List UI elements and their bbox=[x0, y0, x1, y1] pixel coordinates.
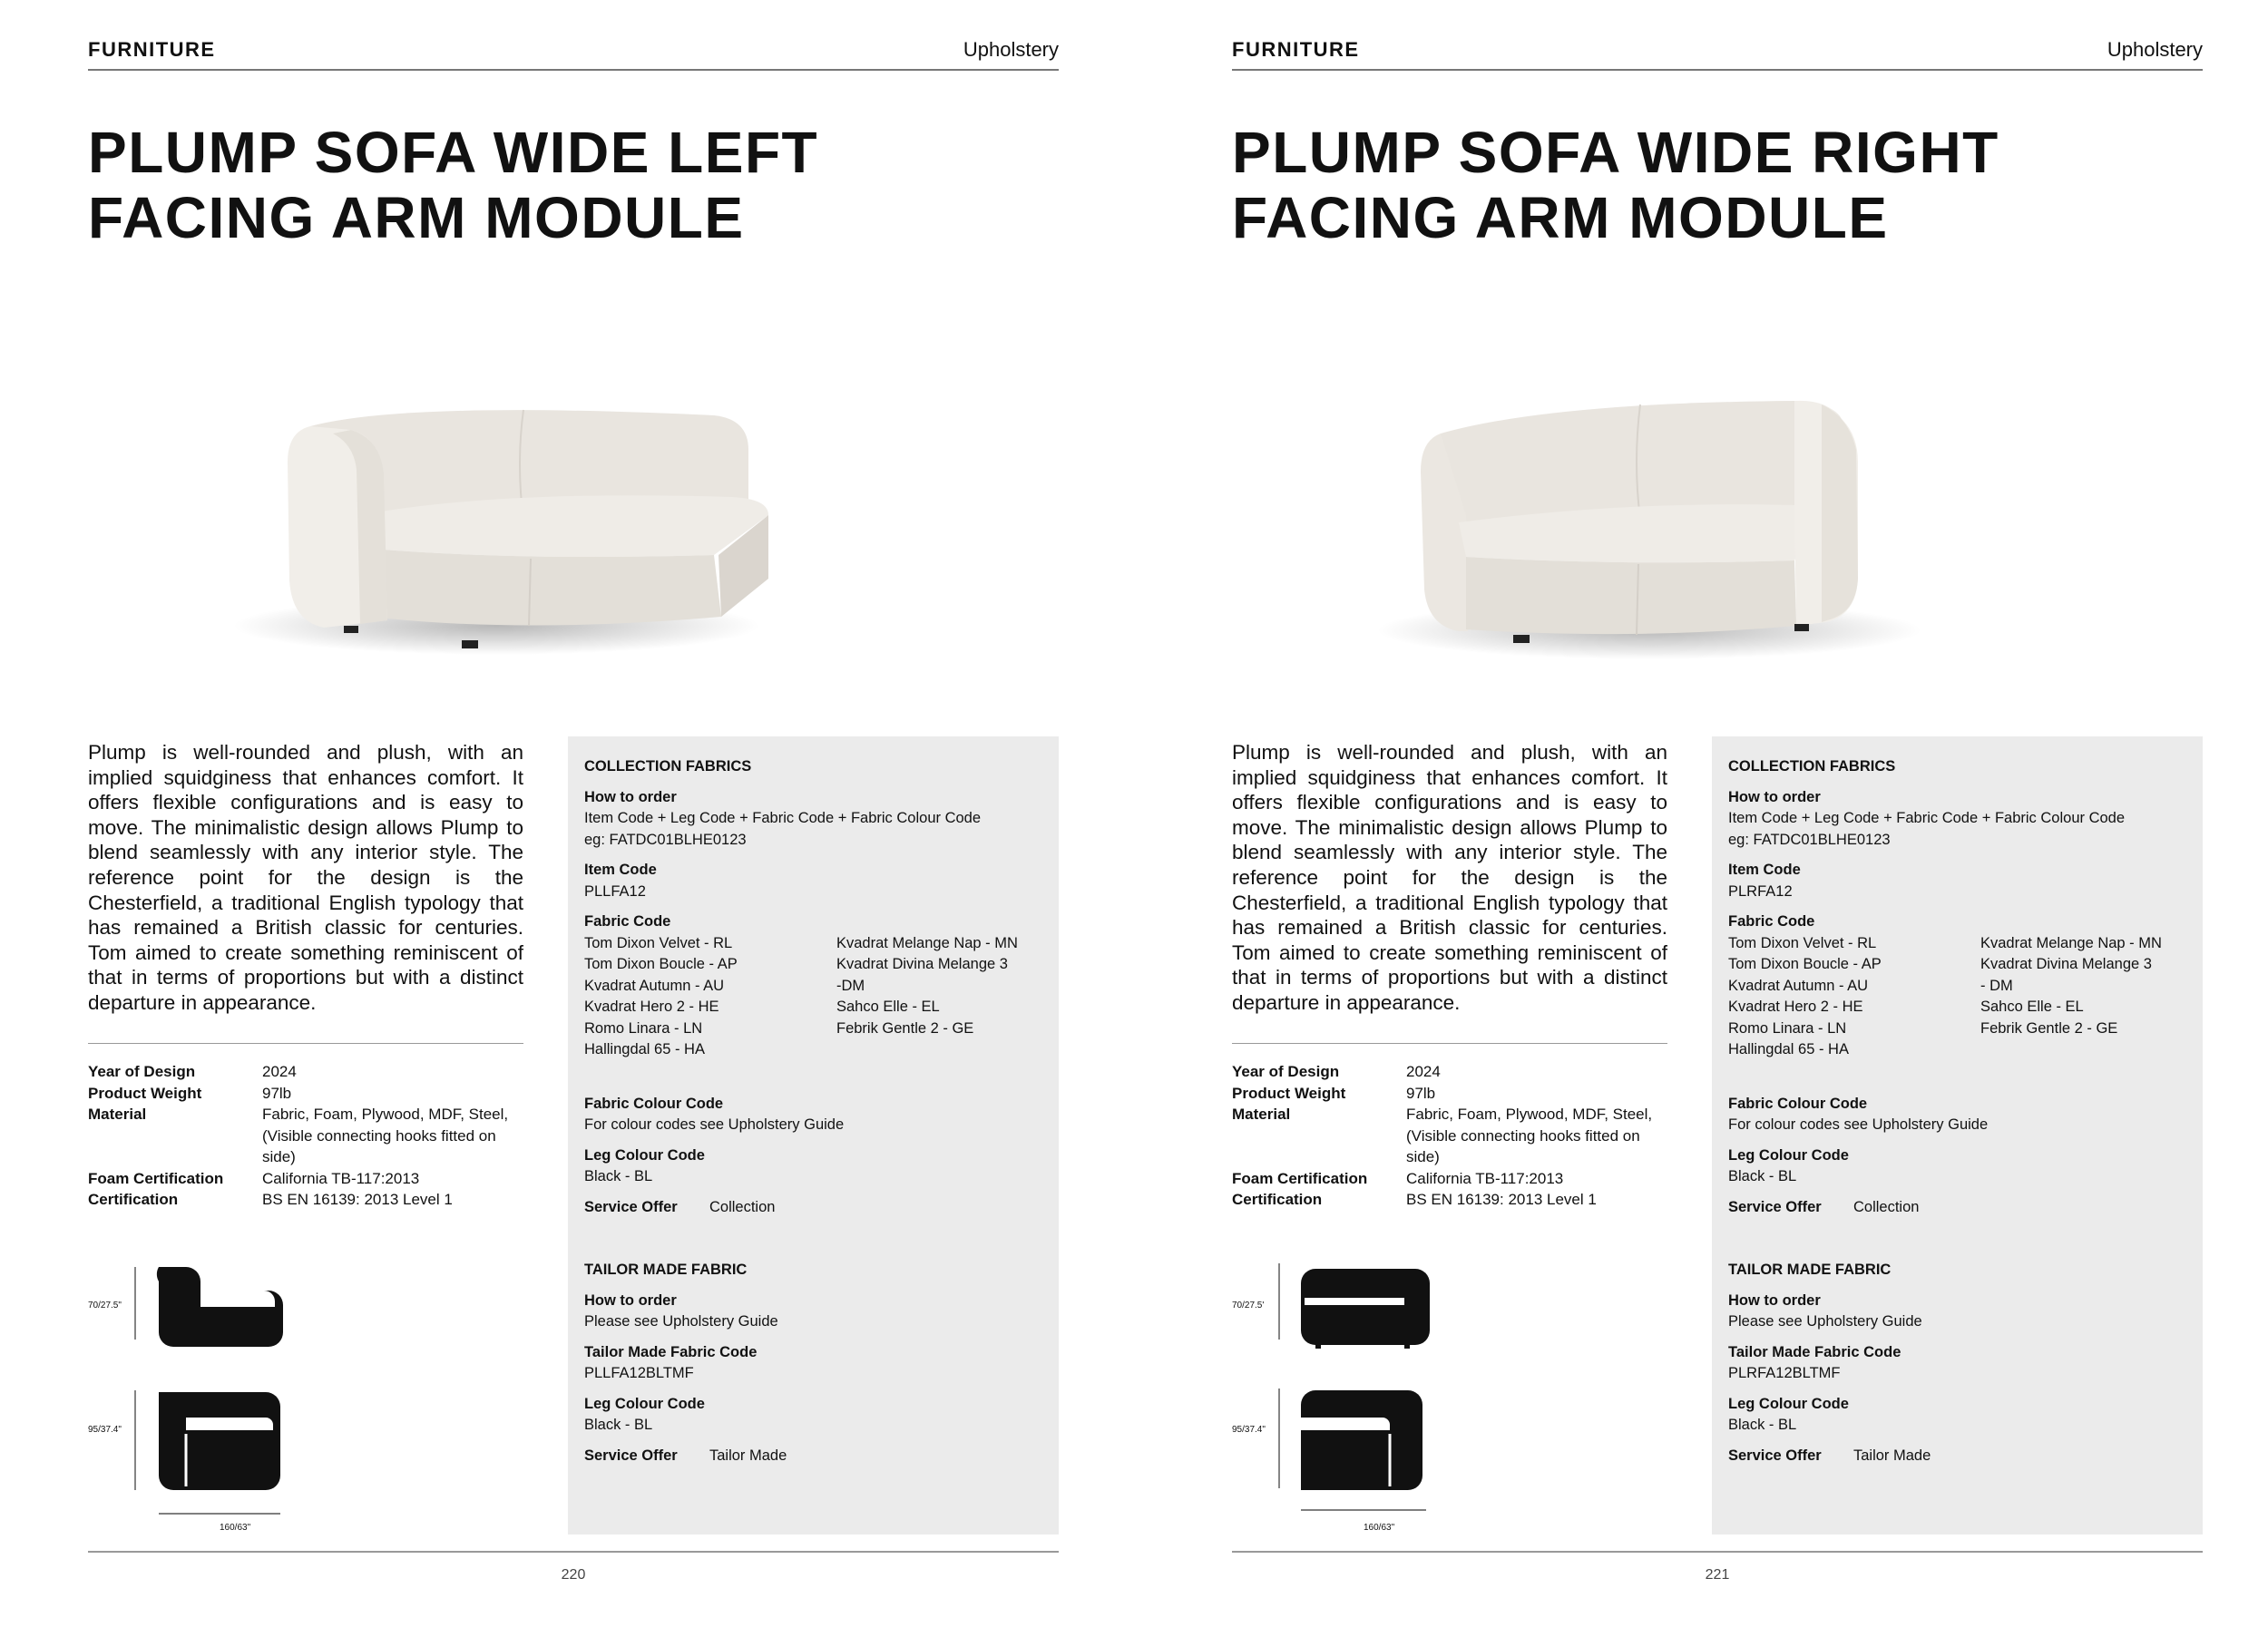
spec-value: 97lb bbox=[1406, 1084, 1436, 1102]
tailor-code-label: Tailor Made Fabric Code bbox=[584, 1343, 758, 1360]
page-footer-rule bbox=[88, 1551, 1059, 1553]
fabric-item: Kvadrat Divina Melange 3 bbox=[1980, 956, 2152, 972]
fabric-item: Febrik Gentle 2 - GE bbox=[1980, 1019, 2118, 1037]
spec-label: Product Weight bbox=[1232, 1084, 1346, 1102]
leg-colour-label: Leg Colour Code bbox=[584, 1395, 705, 1412]
spec-value: BS EN 16139: 2013 Level 1 bbox=[262, 1191, 453, 1208]
spec-row bbox=[88, 1083, 523, 1105]
spec-label: Foam Certification bbox=[1232, 1169, 1368, 1187]
service-offer-label: Service Offer bbox=[1728, 1447, 1822, 1464]
spec-value: 97lb bbox=[262, 1084, 292, 1102]
product-image bbox=[224, 363, 787, 707]
fabric-item: Romo Linara - LN bbox=[1728, 1019, 1847, 1037]
spec-row bbox=[1232, 1189, 1667, 1211]
order-example: eg: FATDC01BLHE0123 bbox=[1728, 831, 1891, 848]
product-image bbox=[1368, 363, 1931, 707]
depth-dimension: 95/37.4" bbox=[1232, 1425, 1266, 1435]
fabric-item: Kvadrat Autumn - AU bbox=[584, 977, 725, 994]
spec-row bbox=[1232, 1083, 1667, 1105]
tailor-heading: TAILOR MADE FABRIC bbox=[1728, 1262, 1892, 1278]
product-description: Plump is well-rounded and plush, with an implied squidginess that enhances comfort. It offers flexible configurations and is easy to move. The minimalistic design allows Plump to blend seamlessly with any interior style. The reference point for the design is the Chesterfield, a traditional English typology that has remained a British classic for centuries. Tom aimed to create something reminiscent of that in terms of proportions but with a distinct departure in appearance. bbox=[88, 741, 523, 1014]
width-dimension: 160/63" bbox=[1364, 1523, 1395, 1533]
leg-colour-value: Black - BL bbox=[1728, 1168, 1797, 1184]
fabric-item: Kvadrat Melange Nap - MN bbox=[1980, 934, 2162, 951]
page-footer-rule bbox=[1232, 1551, 2203, 1553]
fabric-item: Kvadrat Hero 2 - HE bbox=[1728, 999, 1863, 1015]
order-example: eg: FATDC01BLHE0123 bbox=[584, 831, 747, 848]
spec-label: Material bbox=[1232, 1106, 1291, 1123]
item-code-label: Item Code bbox=[1728, 862, 1801, 878]
fabric-options-panel bbox=[1712, 736, 2203, 1535]
spec-row bbox=[1232, 1061, 1667, 1083]
page-header bbox=[88, 34, 1059, 71]
fabric-item: Tom Dixon Velvet - RL bbox=[1728, 934, 1877, 951]
product-description: Plump is well-rounded and plush, with an implied squidginess that enhances comfort. It offers flexible configurations and is easy to move. The minimalistic design allows Plump to blend seamlessly with any interior style. The reference point for the design is the Chesterfield, a traditional English typology that has remained a British classic for centuries. Tom aimed to create something reminiscent of that in terms of proportions but with a distinct departure in appearance. bbox=[1232, 741, 1667, 1014]
service-offer-label: Service Offer bbox=[1728, 1198, 1822, 1215]
leg-colour-label: Leg Colour Code bbox=[1728, 1395, 1849, 1412]
spec-label: Foam Certification bbox=[88, 1169, 224, 1187]
height-dimension: 70/27.5" bbox=[88, 1301, 122, 1311]
product-title: PLUMP SOFA WIDE RIGHT FACING ARM MODULE bbox=[1232, 120, 1999, 250]
spec-value: 2024 bbox=[1406, 1063, 1441, 1080]
collection-heading: COLLECTION FABRICS bbox=[584, 758, 752, 775]
item-code: PLRFA12 bbox=[1728, 882, 1793, 900]
tailor-heading: TAILOR MADE FABRIC bbox=[584, 1262, 748, 1278]
fabric-item: Hallingdal 65 - HA bbox=[584, 1041, 705, 1057]
spec-value: California TB-117:2013 bbox=[1406, 1169, 1564, 1187]
how-to-order-text: Item Code + Leg Code + Fabric Code + Fabric Colour Code bbox=[584, 810, 982, 826]
fabric-code-label: Fabric Code bbox=[584, 913, 671, 930]
spec-value: BS EN 16139: 2013 Level 1 bbox=[1406, 1191, 1597, 1208]
leg-colour-value: Black - BL bbox=[584, 1417, 653, 1433]
spec-row bbox=[88, 1168, 523, 1190]
fabric-colour-label: Fabric Colour Code bbox=[1728, 1095, 1868, 1112]
spec-label: Year of Design bbox=[88, 1063, 196, 1080]
how-to-order-label: How to order bbox=[1728, 1291, 1821, 1309]
fabric-item: -DM bbox=[836, 977, 865, 994]
fabric-item: Sahco Elle - EL bbox=[836, 999, 940, 1015]
spec-row bbox=[1232, 1168, 1667, 1190]
how-to-order-text: Item Code + Leg Code + Fabric Code + Fabric Colour Code bbox=[1728, 810, 2126, 826]
fabric-code-list bbox=[584, 933, 1041, 1061]
spec-label: Material bbox=[88, 1106, 147, 1123]
item-code: PLLFA12 bbox=[584, 882, 646, 900]
tailor-code: PLLFA12BLTMF bbox=[584, 1365, 694, 1381]
divider bbox=[88, 1043, 523, 1044]
service-offer bbox=[1728, 1446, 2185, 1467]
fabric-item: Tom Dixon Boucle - AP bbox=[584, 956, 738, 972]
category-label: Upholstery bbox=[963, 38, 1059, 61]
leg-colour-value: Black - BL bbox=[1728, 1417, 1797, 1433]
spec-value: California TB-117:2013 bbox=[262, 1169, 420, 1187]
fabric-item: Kvadrat Melange Nap - MN bbox=[836, 934, 1018, 951]
divider bbox=[1232, 1043, 1667, 1044]
fabric-item: Sahco Elle - EL bbox=[1980, 999, 2084, 1015]
spec-row bbox=[1232, 1104, 1667, 1168]
fabric-colour-text: For colour codes see Upholstery Guide bbox=[584, 1116, 845, 1133]
spec-label: Certification bbox=[88, 1191, 179, 1208]
section-label: FURNITURE bbox=[1232, 38, 1360, 61]
tailor-code-label: Tailor Made Fabric Code bbox=[1728, 1343, 1901, 1360]
service-offer-value: Collection bbox=[709, 1198, 776, 1215]
height-dimension: 70/27.5' bbox=[1232, 1301, 1265, 1311]
spec-row bbox=[88, 1189, 523, 1211]
fabric-item: Kvadrat Autumn - AU bbox=[1728, 977, 1869, 994]
sofa-left-arm-illustration bbox=[224, 363, 787, 707]
spec-table bbox=[88, 1061, 523, 1211]
spec-label: Certification bbox=[1232, 1191, 1323, 1208]
fabric-item: Hallingdal 65 - HA bbox=[1728, 1041, 1849, 1057]
fabric-code-list bbox=[1728, 933, 2185, 1061]
sofa-right-arm-illustration bbox=[1368, 363, 1931, 707]
collection-heading: COLLECTION FABRICS bbox=[1728, 758, 1896, 775]
fabric-item: Kvadrat Divina Melange 3 bbox=[836, 956, 1008, 972]
fabric-item: Kvadrat Hero 2 - HE bbox=[584, 999, 719, 1015]
spec-row bbox=[88, 1061, 523, 1083]
catalog-page-right bbox=[1232, 0, 2203, 1603]
spec-row bbox=[88, 1104, 523, 1168]
spec-label: Year of Design bbox=[1232, 1063, 1340, 1080]
depth-dimension: 95/37.4" bbox=[88, 1425, 122, 1435]
how-to-order-label: How to order bbox=[1728, 788, 1821, 805]
fabric-options-panel bbox=[568, 736, 1059, 1535]
spec-value: Fabric, Foam, Plywood, MDF, Steel, (Visible connecting hooks fitted on side) bbox=[1406, 1106, 1653, 1165]
tailor-code: PLRFA12BLTMF bbox=[1728, 1365, 1841, 1381]
service-offer bbox=[584, 1197, 1041, 1219]
service-offer bbox=[1728, 1197, 2185, 1219]
spec-table bbox=[1232, 1061, 1667, 1211]
spec-value: 2024 bbox=[262, 1063, 297, 1080]
how-to-order-text: Please see Upholstery Guide bbox=[584, 1313, 778, 1330]
service-offer-label: Service Offer bbox=[584, 1198, 678, 1215]
how-to-order-label: How to order bbox=[584, 788, 677, 805]
how-to-order-text: Please see Upholstery Guide bbox=[1728, 1313, 1922, 1330]
spec-label: Product Weight bbox=[88, 1084, 202, 1102]
fabric-colour-text: For colour codes see Upholstery Guide bbox=[1728, 1116, 1989, 1133]
item-code-label: Item Code bbox=[584, 862, 657, 878]
service-offer-value: Tailor Made bbox=[709, 1447, 787, 1464]
fabric-item: Febrik Gentle 2 - GE bbox=[836, 1019, 974, 1037]
catalog-page-left bbox=[88, 0, 1059, 1603]
leg-colour-value: Black - BL bbox=[584, 1168, 653, 1184]
width-dimension: 160/63" bbox=[220, 1523, 251, 1533]
category-label: Upholstery bbox=[2107, 38, 2203, 61]
leg-colour-label: Leg Colour Code bbox=[1728, 1146, 1849, 1164]
section-label: FURNITURE bbox=[88, 38, 216, 61]
fabric-item: Tom Dixon Velvet - RL bbox=[584, 934, 733, 951]
how-to-order-label: How to order bbox=[584, 1291, 677, 1309]
sofa-silhouette-icon bbox=[1232, 1256, 1504, 1546]
spec-value: Fabric, Foam, Plywood, MDF, Steel, (Visible connecting hooks fitted on side) bbox=[262, 1106, 509, 1165]
page-header bbox=[1232, 34, 2203, 71]
product-title: PLUMP SOFA WIDE LEFT FACING ARM MODULE bbox=[88, 120, 819, 250]
fabric-colour-label: Fabric Colour Code bbox=[584, 1095, 724, 1112]
fabric-code-label: Fabric Code bbox=[1728, 913, 1815, 930]
service-offer-value: Tailor Made bbox=[1853, 1447, 1931, 1464]
service-offer-value: Collection bbox=[1853, 1198, 1920, 1215]
service-offer bbox=[584, 1446, 1041, 1467]
page-number: 220 bbox=[561, 1567, 586, 1583]
leg-colour-label: Leg Colour Code bbox=[584, 1146, 705, 1164]
fabric-item: Romo Linara - LN bbox=[584, 1019, 703, 1037]
page-number: 221 bbox=[1705, 1567, 1730, 1583]
sofa-silhouette-icon bbox=[88, 1256, 360, 1546]
fabric-item: Tom Dixon Boucle - AP bbox=[1728, 956, 1882, 972]
service-offer-label: Service Offer bbox=[584, 1447, 678, 1464]
fabric-item: - DM bbox=[1980, 977, 2013, 994]
